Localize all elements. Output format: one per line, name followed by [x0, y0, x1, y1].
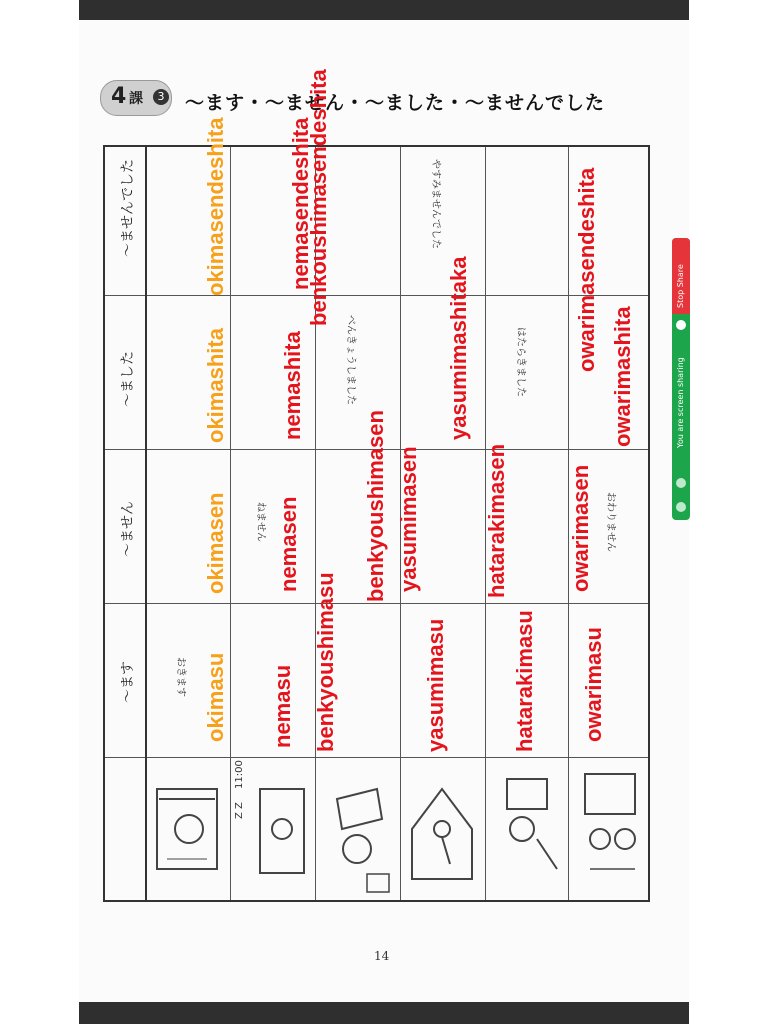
screen-sharing-status: You are screen sharing: [676, 357, 685, 448]
overlay-yasumimasen: yasumimasen: [396, 446, 421, 592]
hiragana-nemasen: ねません: [255, 502, 266, 542]
header-masu: 〜ます: [120, 661, 136, 703]
column-divider: [105, 757, 648, 758]
column-divider: [105, 603, 648, 604]
overlay-benkoushimasendeshita: benkoushimasendeshita: [306, 69, 331, 326]
hiragana-hatarakimashita: はたらきました: [515, 327, 526, 397]
share-handle-icon[interactable]: [676, 478, 686, 488]
stop-share-label: Stop Share: [676, 264, 685, 308]
overlay-nemasen: nemasen: [276, 496, 301, 592]
overlay-benkyoushimasen: benkyoushimasen: [363, 410, 388, 602]
lesson-number: 4: [111, 84, 127, 109]
hiragana-yasumimasendeshita: やすみませんでした: [430, 159, 441, 249]
overlay-okimasu: okimasu: [203, 652, 228, 742]
overlay-benkyoushimasu: benkyoushimasu: [313, 572, 338, 752]
stop-share-button[interactable]: [672, 238, 690, 314]
resting-at-home-picture: [402, 759, 484, 901]
overlay-okimasen: okimasen: [203, 492, 228, 594]
svg-text:Z Z: Z Z: [234, 802, 245, 819]
waking-up-picture: [147, 759, 229, 901]
overlay-nemasu: nemasu: [270, 664, 295, 748]
bottom-black-bar: [79, 1002, 689, 1024]
page-number: 14: [374, 949, 390, 963]
column-divider: [105, 295, 648, 296]
lesson-kanji: 課: [129, 91, 143, 107]
row-divider: [230, 147, 231, 900]
working-picture: [487, 759, 567, 901]
hiragana-okimasu: おきます: [175, 657, 186, 697]
header-masen: 〜ません: [120, 501, 136, 557]
studying-picture: [317, 759, 399, 901]
share-status-icon: [676, 320, 686, 330]
overlay-owarimashita: owarimashita: [610, 306, 635, 447]
lesson-title-area: [100, 80, 630, 124]
screen-share-widget: [672, 238, 690, 520]
overlay-okimashita: okimashita: [203, 328, 228, 443]
overlay-yasumimasu: yasumimasu: [423, 618, 448, 752]
overlay-okimasendeshita: okimasendeshita: [203, 117, 228, 296]
overlay-nemasendeshita: nemasendeshita: [288, 117, 313, 290]
sleeping-picture: [232, 759, 314, 901]
share-handle-icon[interactable]: [676, 502, 686, 512]
overlay-hatarakimasen: hatarakimasen: [484, 443, 509, 598]
overlay-nemashita: nemashita: [280, 331, 305, 440]
header-mashita: 〜ました: [120, 351, 136, 407]
hiragana-benkyoushimashita: べんきょうしました: [345, 315, 356, 405]
lesson-sub-number: 3: [153, 89, 169, 105]
clock-label: 11:00: [234, 760, 245, 789]
header-masendeshita: 〜ませんでした: [120, 159, 136, 257]
overlay-owarimasu: owarimasu: [581, 627, 606, 742]
hiragana-owarimasen: おわりません: [605, 492, 616, 552]
finishing-picture: [570, 759, 650, 901]
overlay-yasumimashitaka: yasumimashitaka: [446, 256, 471, 440]
overlay-owarimasendeshita: owarimasendeshita: [574, 167, 599, 372]
top-black-bar: [79, 0, 689, 20]
lesson-badge: [100, 80, 172, 116]
overlay-owarimasen: owarimasen: [568, 464, 593, 592]
overlay-hatarakimasu: hatarakimasu: [512, 610, 537, 752]
lesson-heading: 〜ます・〜ません・〜ました・〜ませんでした: [185, 92, 606, 114]
